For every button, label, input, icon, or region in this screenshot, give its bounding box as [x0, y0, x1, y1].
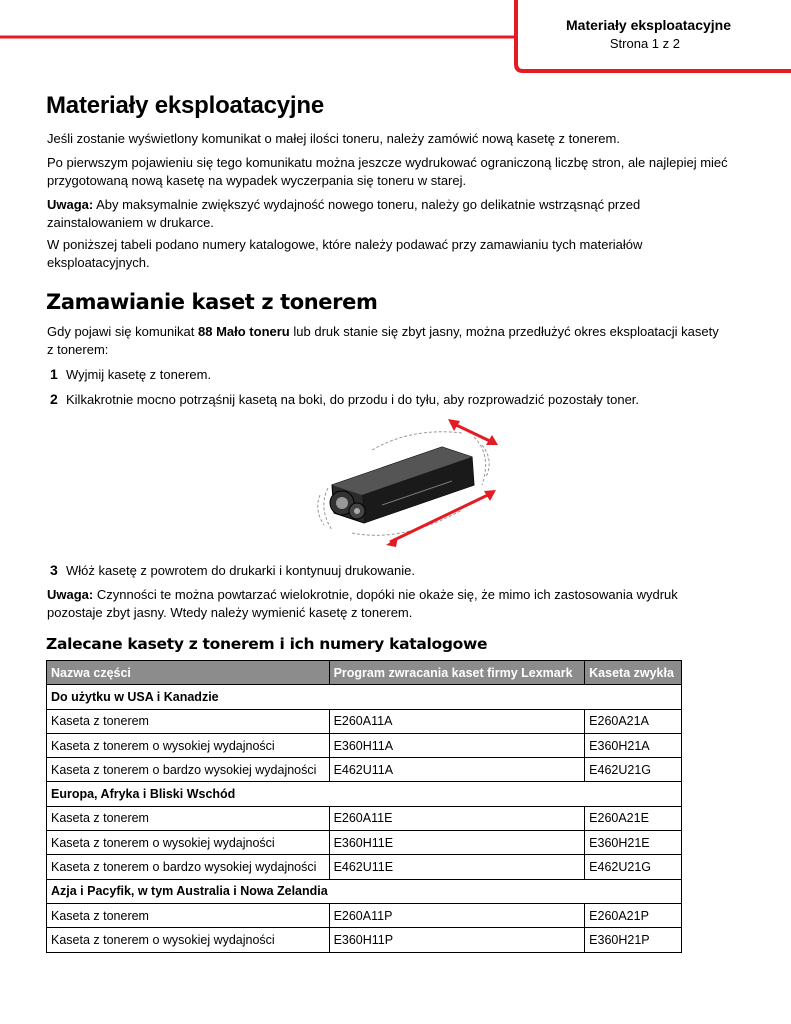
group-name: Azja i Pacyfik, w tym Australia i Nowa Zelandia: [47, 879, 682, 903]
table-group-row: [47, 782, 682, 806]
section-lead: Gdy pojawi się komunikat 88 Mało toneru lub druk stanie się zbyt jasny, można przedłużyć okres eksploatacji kasety z tonerem:: [47, 324, 719, 357]
group-name: Europa, Afryka i Bliski Wschód: [47, 782, 682, 806]
cell-regular: E462U21G: [585, 855, 682, 879]
table-row: [47, 733, 682, 757]
group-name: Do użytku w USA i Kanadzie: [47, 685, 682, 709]
table-header-row: [47, 661, 682, 685]
table-row: [47, 709, 682, 733]
table-row: [47, 831, 682, 855]
intro-paragraph-1: Jeśli zostanie wyświetlony komunikat o małej ilości toneru, należy zamówić nową kasetę z tonerem.: [47, 131, 620, 146]
table-row: [47, 903, 682, 927]
header-page-number: Strona 1 z 2: [609, 36, 680, 51]
table-row: [47, 806, 682, 830]
cell-part: Kaseta z tonerem o wysokiej wydajności: [47, 733, 330, 757]
section-note: Uwaga: Czynności te można powtarzać wielokrotnie, dopóki nie okaże się, że mimo ich zastosowania wydruk pozostaje zbyt jasny. Wtedy należy wymienić kasetę z tonerem.: [47, 587, 678, 620]
cell-regular: E360H21E: [585, 831, 682, 855]
cell-return: E462U11E: [329, 855, 585, 879]
cell-return: E260A11P: [329, 903, 585, 927]
cell-part: Kaseta z tonerem o wysokiej wydajności: [47, 831, 330, 855]
header-title: Materiały eksploatacyjne: [566, 17, 731, 33]
table-row: [47, 758, 682, 782]
cell-regular: E360H21P: [585, 928, 682, 952]
cell-return: E260A11A: [329, 709, 585, 733]
table-title: Zalecane kasety z tonerem i ich numery katalogowe: [46, 635, 488, 653]
cell-part: Kaseta z tonerem: [47, 709, 330, 733]
table-group-row: [47, 879, 682, 903]
intro-paragraph-4: W poniższej tabeli podano numery katalogowe, które należy podawać przy zamawianiu tych materiałów eksploatacyjnych.: [47, 237, 643, 270]
cell-regular: E260A21A: [585, 709, 682, 733]
page-title: Materiały eksploatacyjne: [46, 92, 325, 119]
table-group-row: [47, 685, 682, 709]
header-regular-cartridge: Kaseta zwykła: [585, 661, 682, 685]
intro-note: Uwaga: Aby maksymalnie zwiększyć wydajność nowego toneru, należy go delikatnie wstrząsnąć przed zainstalowaniem w drukarce.: [47, 197, 641, 230]
toner-catalog-table: [46, 660, 682, 953]
header-part-name: Nazwa części: [47, 661, 330, 685]
step-2: 2 Kilkakrotnie mocno potrząśnij kasetą na boki, do przodu i do tyłu, aby rozprowadzić pozostały toner.: [50, 391, 640, 407]
table-row: [47, 855, 682, 879]
section-title: Zamawianie kaset z tonerem: [46, 290, 378, 314]
cell-return: E360H11P: [329, 928, 585, 952]
shake-cartridge-illustration: [312, 415, 507, 550]
cell-return: E462U11A: [329, 758, 585, 782]
cell-part: Kaseta z tonerem: [47, 806, 330, 830]
intro-paragraph-2: Po pierwszym pojawieniu się tego komunikatu można jeszcze wydrukować ograniczoną liczbę stron, ale najlepiej mieć przygotowaną nową kasetę na wypadek wyczerpania się toneru w starej.: [47, 155, 728, 188]
cell-part: Kaseta z tonerem o bardzo wysokiej wydajności: [47, 758, 330, 782]
header-return-program: Program zwracania kaset firmy Lexmark: [329, 661, 585, 685]
cell-part: Kaseta z tonerem: [47, 903, 330, 927]
cell-return: E260A11E: [329, 806, 585, 830]
step-3: 3 Włóż kasetę z powrotem do drukarki i kontynuuj drukowanie.: [50, 562, 415, 578]
cell-regular: E360H21A: [585, 733, 682, 757]
cell-regular: E260A21P: [585, 903, 682, 927]
cell-return: E360H11E: [329, 831, 585, 855]
step-1: 1 Wyjmij kasetę z tonerem.: [50, 366, 212, 382]
cell-regular: E462U21G: [585, 758, 682, 782]
table-row: [47, 928, 682, 952]
cell-regular: E260A21E: [585, 806, 682, 830]
cell-return: E360H11A: [329, 733, 585, 757]
cell-part: Kaseta z tonerem o bardzo wysokiej wydajności: [47, 855, 330, 879]
cell-part: Kaseta z tonerem o wysokiej wydajności: [47, 928, 330, 952]
